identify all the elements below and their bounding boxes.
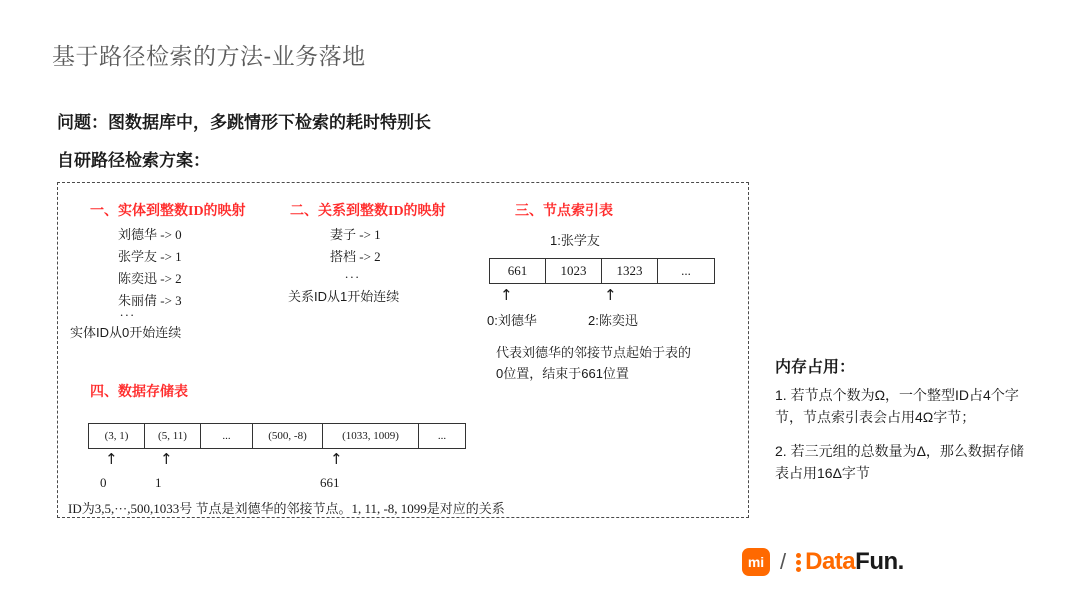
section-2-item: 妻子 -> 1 bbox=[330, 227, 381, 242]
node-index-cell: ... bbox=[681, 263, 691, 278]
arrow-up-icon: ↑ bbox=[604, 286, 617, 304]
datafun-dots-icon bbox=[796, 553, 801, 572]
memory-usage-point: 2. 若三元组的总数量为Δ，那么数据存储表占用16Δ字节 bbox=[775, 443, 1024, 481]
memory-usage-point: 1. 若节点个数为Ω，一个整型ID占4个字节，节点索引表会占用4Ω字节； bbox=[775, 387, 1019, 425]
section-1-item: 朱丽倩 -> 3 bbox=[118, 293, 182, 308]
page-title: 基于路径检索的方法-业务落地 bbox=[52, 43, 366, 69]
arrow-up-icon: ↑ bbox=[160, 450, 173, 468]
node-index-caption-right: 2:陈奕迅 bbox=[588, 313, 638, 328]
data-storage-cell: ... bbox=[201, 424, 253, 448]
section-1-item: 陈奕迅 -> 2 bbox=[118, 271, 182, 286]
data-storage-cell: (500, -8) bbox=[253, 424, 323, 448]
section-2-heading: 二、关系到整数ID的映射 bbox=[290, 204, 446, 219]
data-storage-cell: (1033, 1009) bbox=[323, 424, 419, 448]
node-index-cell: 661 bbox=[490, 259, 546, 283]
datafun-wordmark-prefix: Data bbox=[805, 548, 856, 575]
solution-heading: 自研路径检索方案： bbox=[57, 151, 210, 170]
section-1-note: 实体ID从0开始连续 bbox=[70, 325, 182, 340]
node-index-cell: 1323 bbox=[602, 259, 658, 283]
section-4-heading: 四、数据存储表 bbox=[90, 385, 188, 400]
data-storage-index-label: 0 bbox=[100, 475, 107, 490]
section-1-item: 张学友 -> 1 bbox=[118, 249, 182, 264]
datafun-wordmark-suffix: Fun. bbox=[855, 548, 904, 575]
arrow-up-icon: ↑ bbox=[330, 450, 343, 468]
section-1-ellipsis: ... bbox=[120, 304, 136, 319]
memory-usage-title: 内存占用： bbox=[775, 359, 856, 376]
problem-statement: 问题：图数据库中，多跳情形下检索的耗时特别长 bbox=[57, 113, 431, 132]
section-2-note: 关系ID从1开始连续 bbox=[288, 289, 400, 304]
data-storage-cell: (3, 1) bbox=[89, 424, 145, 448]
node-index-cell: 1023 bbox=[546, 259, 602, 283]
arrow-up-icon: ↑ bbox=[105, 450, 118, 468]
node-index-top-label: 1:张学友 bbox=[550, 233, 600, 248]
node-index-caption-left: 0:刘德华 bbox=[487, 313, 537, 328]
section-1-heading: 一、实体到整数ID的映射 bbox=[90, 204, 246, 219]
node-index-table bbox=[489, 258, 715, 284]
datafun-wordmark bbox=[805, 548, 904, 576]
arrow-up-icon: ↑ bbox=[500, 286, 513, 304]
section-1-item: 刘德华 -> 0 bbox=[118, 227, 182, 242]
node-index-description: 代表刘德华的邻接节点起始于表的0位置，结束于661位置 bbox=[496, 345, 692, 381]
separator-slash: / bbox=[780, 549, 787, 574]
data-storage-table bbox=[88, 423, 466, 449]
data-storage-cell: ... bbox=[437, 430, 447, 442]
data-storage-index-label: 661 bbox=[320, 475, 340, 490]
section-3-heading: 三、节点索引表 bbox=[515, 204, 613, 219]
section-2-ellipsis: ... bbox=[345, 266, 361, 281]
footer-logos bbox=[742, 548, 904, 576]
datafun-logo bbox=[796, 548, 904, 576]
section-2-item: 搭档 -> 2 bbox=[330, 249, 381, 264]
mi-logo-icon bbox=[742, 548, 770, 576]
data-storage-cell: (5, 11) bbox=[145, 424, 201, 448]
data-storage-index-label: 1 bbox=[155, 475, 162, 490]
section-4-note: ID为3,5,···,500,1033号 节点是刘德华的邻接节点。1, 11, -8, 1099是对应的关系 bbox=[68, 501, 505, 516]
